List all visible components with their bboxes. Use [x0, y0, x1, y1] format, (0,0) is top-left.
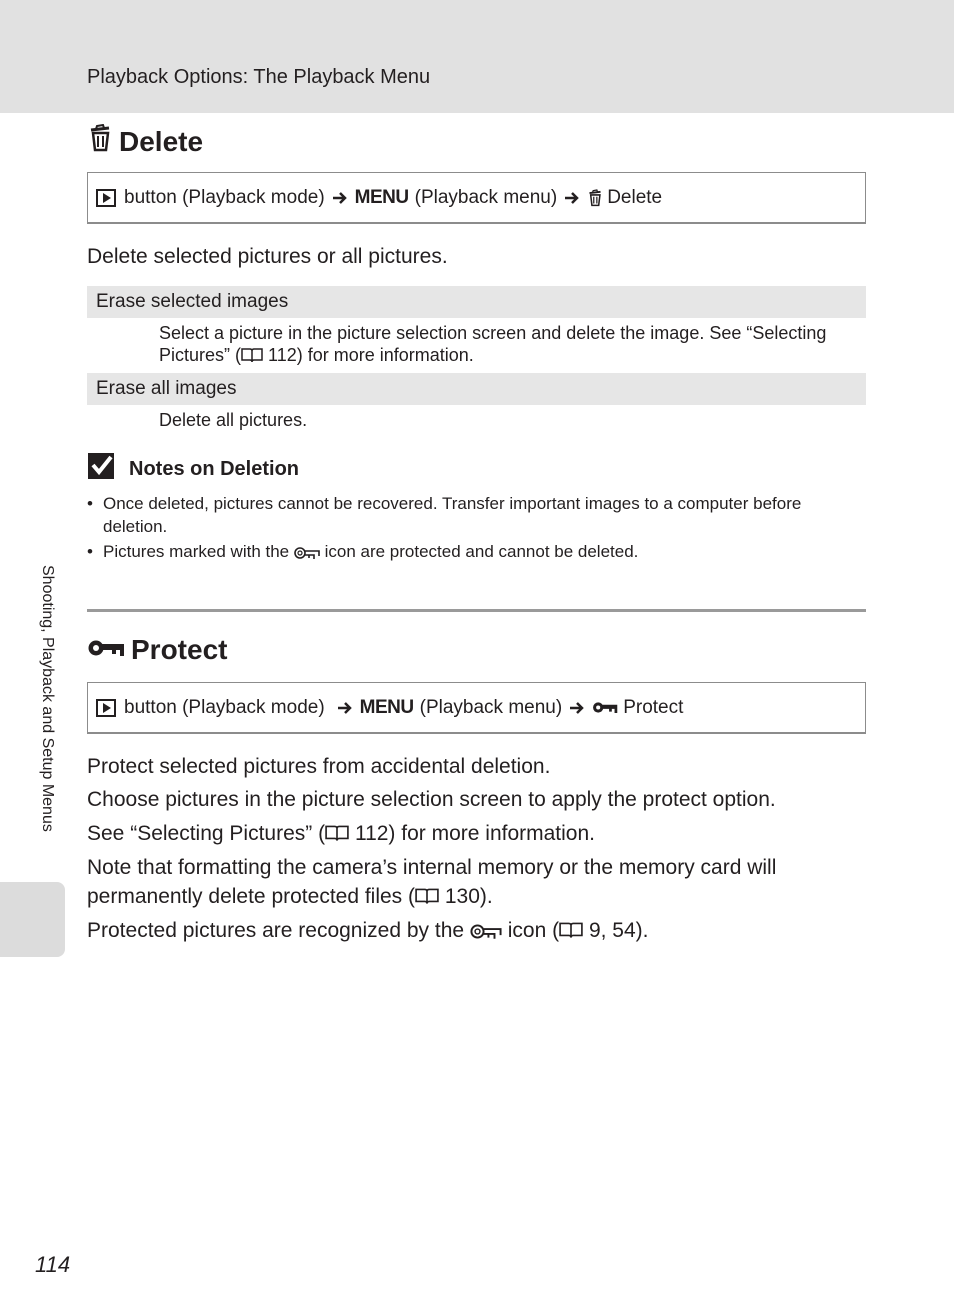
notes-title: Notes on Deletion [129, 457, 300, 480]
side-section-label: Shooting, Playback and Setup Menus [39, 565, 56, 832]
arrow-right-icon [332, 191, 348, 205]
protect-menu-path [87, 682, 866, 734]
trash-icon [87, 124, 113, 159]
page-number: 114 [35, 1252, 71, 1277]
checkmark-note-icon [87, 452, 117, 486]
protect-heading-text: Protect [131, 634, 228, 665]
book-reference-icon [241, 346, 263, 368]
protect-key-icon [294, 543, 320, 566]
book-reference-icon [415, 887, 439, 911]
arrow-right-icon [337, 701, 353, 715]
key-icon [87, 634, 125, 666]
trash-icon [587, 189, 603, 207]
nav-step-item: Delete [607, 186, 663, 208]
protect-heading [87, 634, 227, 666]
nav-step-menu: (Playback menu) [419, 696, 563, 718]
nav-step-button: button (Playback mode) [124, 696, 325, 718]
menu-button-icon: MENU [359, 696, 414, 718]
section-thumb-tab [0, 882, 65, 957]
book-reference-icon [325, 824, 349, 848]
protect-paragraph-4-line-1: Note that formatting the camera’s internal memory or the memory card will [87, 856, 777, 879]
option-erase-selected-description: Select a picture in the picture selection screen and delete the image. See “Selecting Pictures” ( 112) for more information. [159, 322, 859, 368]
option-erase-all-description: Delete all pictures. [159, 410, 308, 430]
playback-button-icon [96, 699, 116, 717]
delete-heading-text: Delete [119, 125, 204, 157]
note-bullet-2: • Pictures marked with the icon are protected and cannot be deleted. [87, 540, 847, 566]
protect-paragraph-3: See “Selecting Pictures” ( 112) for more information. [87, 822, 595, 848]
nav-step-menu: (Playback menu) [414, 186, 558, 208]
nav-step-item: Protect [623, 696, 684, 718]
delete-heading [87, 124, 203, 159]
note-bullet-1: • Once deleted, pictures cannot be recovered. Transfer important images to a computer before deletion. [87, 492, 847, 538]
header-band [0, 0, 954, 113]
protect-paragraph-1: Protect selected pictures from accidental deletion. [87, 755, 551, 778]
protect-paragraph-4-line-2: permanently delete protected files ( 130). [87, 885, 493, 911]
arrow-right-icon [569, 701, 585, 715]
option-erase-all-label: Erase all images [87, 373, 866, 405]
notes-on-deletion-heading [87, 452, 299, 486]
section-divider [87, 609, 866, 612]
running-header: Playback Options: The Playback Menu [87, 66, 431, 88]
delete-intro: Delete selected pictures or all pictures. [87, 245, 448, 268]
delete-menu-path [87, 172, 866, 224]
protect-key-icon [470, 922, 502, 946]
option-erase-selected-label: Erase selected images [87, 286, 866, 318]
key-icon [592, 700, 618, 715]
nav-step-button: button (Playback mode) [124, 186, 325, 208]
arrow-right-icon [564, 191, 580, 205]
protect-paragraph-2: Choose pictures in the picture selection screen to apply the protect option. [87, 788, 776, 811]
playback-button-icon [96, 189, 116, 207]
protect-paragraph-5: Protected pictures are recognized by the icon ( 9, 54). [87, 919, 648, 946]
menu-button-icon: MENU [354, 186, 409, 208]
book-reference-icon [559, 921, 583, 945]
